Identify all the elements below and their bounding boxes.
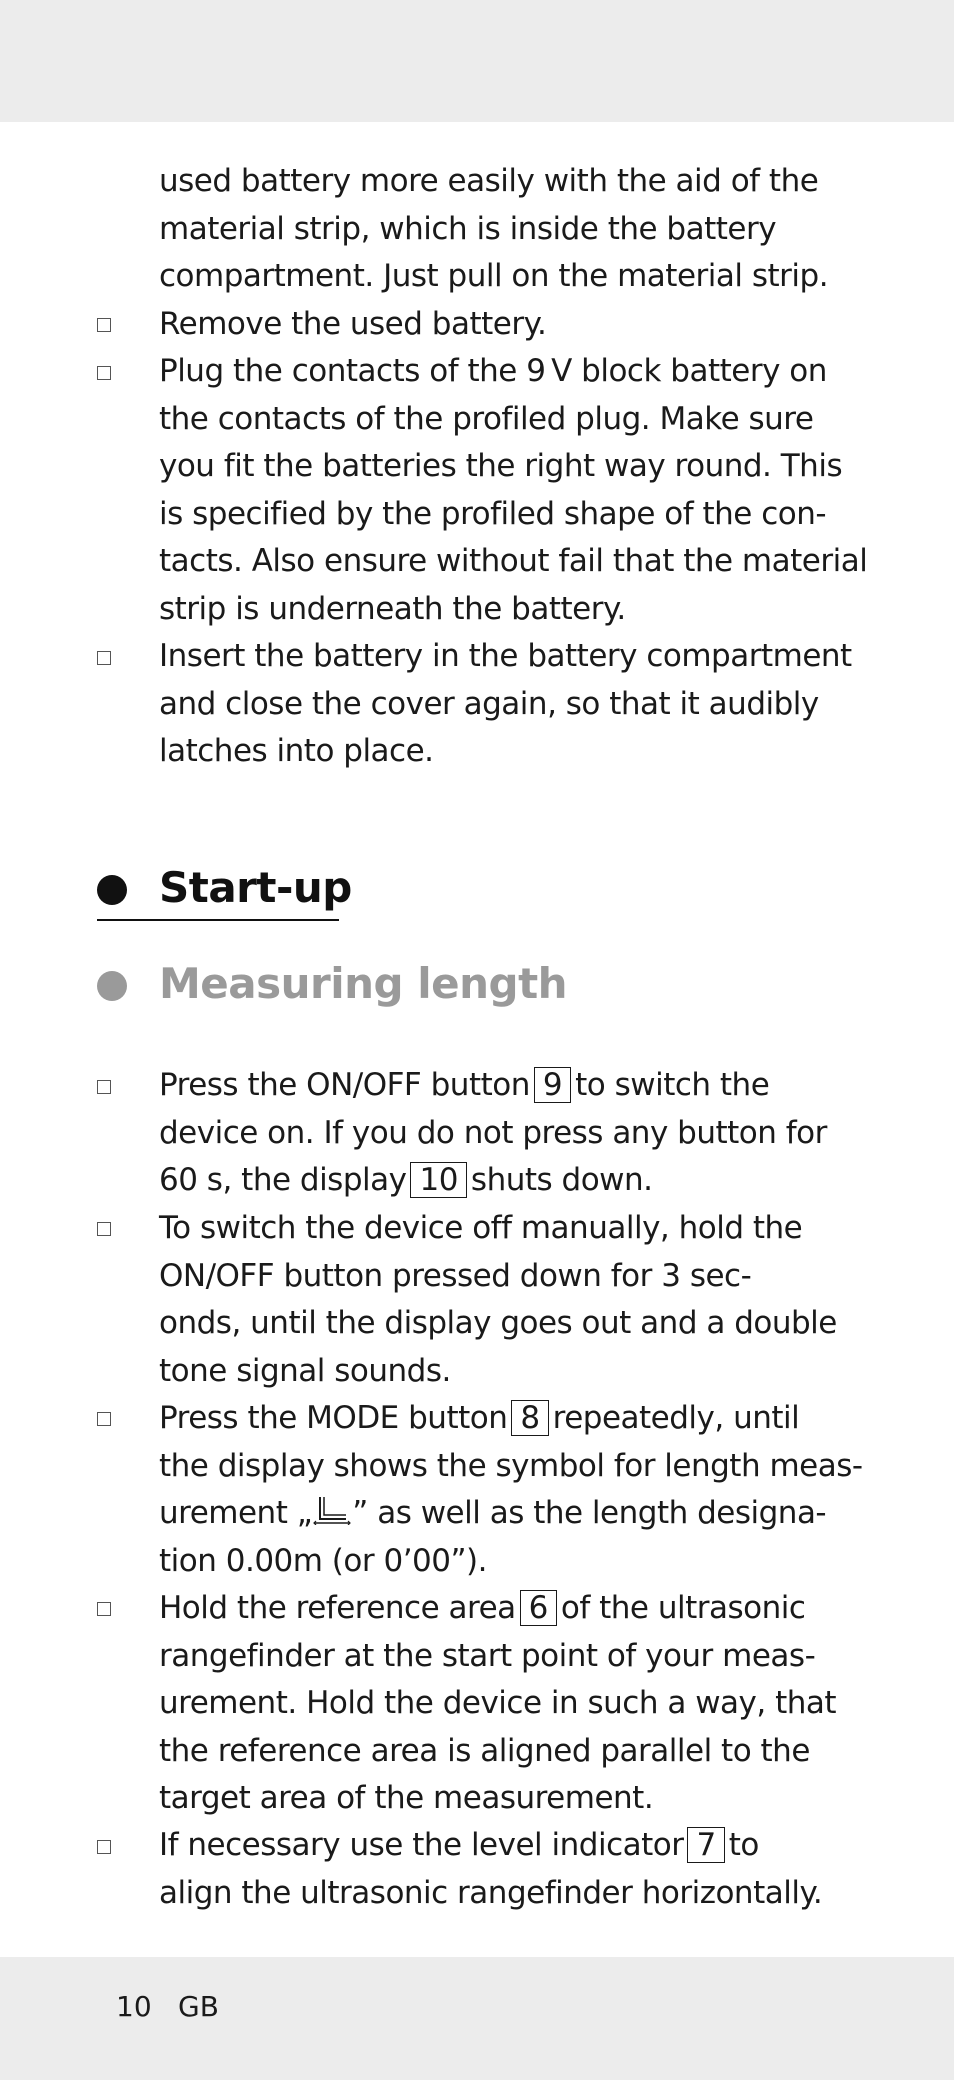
text-segment: Press the ON/OFF button	[159, 1067, 530, 1103]
list-item	[159, 1822, 859, 1917]
list-item	[159, 1205, 859, 1395]
text-line: the contacts of the profiled plug. Make sure	[159, 400, 814, 437]
text-line: material strip, which is inside the battery	[159, 210, 777, 247]
text-line: and close the cover again, so that it audibly	[159, 685, 819, 722]
text-segment: Press the MODE button	[159, 1400, 508, 1436]
text-line: Remove the used battery.	[159, 306, 547, 342]
text-line: tacts. Also ensure without fail that the material	[159, 543, 868, 579]
text-line: the display shows the symbol for length meas-	[159, 1447, 863, 1484]
text-line: strip is underneath the battery.	[159, 590, 626, 627]
text-line: tion 0.00m (or 0’00”).	[159, 1542, 488, 1579]
text-segment: to switch the	[575, 1067, 770, 1103]
text-line: is specified by the profiled shape of the con-	[159, 495, 827, 532]
text-line: target area of the measurement.	[159, 1780, 654, 1816]
grey-circle-icon	[97, 971, 127, 1001]
text-line: ON/OFF button pressed down for 3 sec-	[159, 1257, 752, 1294]
heading-underline	[97, 919, 339, 921]
reference-number-box: 7	[687, 1827, 724, 1863]
list-item	[159, 1062, 859, 1205]
square-bullet-icon	[97, 1080, 111, 1094]
text-segment: repeatedly, until	[552, 1400, 800, 1436]
list-item	[159, 348, 868, 633]
text-segment: 60 s, the display	[159, 1162, 407, 1198]
text-line: Plug the contacts of the 9 V block battery on	[159, 353, 827, 389]
page-number: 10	[116, 1990, 152, 2023]
list-item	[159, 1585, 859, 1823]
text-line: Insert the battery in the battery compartment	[159, 638, 852, 674]
reference-number-box: 6	[520, 1590, 557, 1626]
reference-number-box: 9	[534, 1067, 571, 1103]
reference-number-box: 10	[410, 1162, 466, 1198]
intro-paragraph	[159, 158, 859, 301]
square-bullet-icon	[97, 1222, 111, 1236]
text-line	[159, 1490, 859, 1538]
text-line: rangefinder at the start point of your meas-	[159, 1637, 816, 1674]
square-bullet-icon	[97, 318, 111, 332]
text-line: compartment. Just pull on the material strip.	[159, 258, 829, 294]
list-item	[159, 633, 859, 776]
text-line: tone signal sounds.	[159, 1352, 451, 1389]
text-segment: urement „	[159, 1495, 313, 1531]
subsection-title: Measuring length	[159, 959, 568, 1008]
text-line: latches into place.	[159, 733, 434, 769]
square-bullet-icon	[97, 651, 111, 665]
text-line	[159, 1062, 859, 1110]
text-line: align the ultrasonic rangefinder horizontally.	[159, 1874, 823, 1911]
text-line: used battery more easily with the aid of the	[159, 163, 819, 199]
square-bullet-icon	[97, 1840, 111, 1854]
list-item	[159, 1395, 863, 1585]
text-line: you fit the batteries the right way round. This	[159, 448, 843, 484]
text-segment: to	[728, 1827, 759, 1863]
text-line: device on. If you do not press any button for	[159, 1114, 827, 1151]
page-top-band	[0, 0, 954, 122]
text-line: onds, until the display goes out and a double	[159, 1305, 837, 1341]
square-bullet-icon	[97, 366, 111, 380]
text-segment: If necessary use the level indicator	[159, 1827, 684, 1863]
length-measurement-icon	[312, 1495, 352, 1525]
text-line	[159, 1157, 859, 1205]
text-line	[159, 1395, 859, 1443]
text-line: urement. Hold the device in such a way, that	[159, 1685, 837, 1721]
section-title: Start-up	[159, 863, 352, 912]
text-line	[159, 1585, 859, 1633]
text-line	[159, 1822, 859, 1870]
filled-circle-icon	[97, 875, 127, 905]
text-line: To switch the device off manually, hold the	[159, 1210, 803, 1246]
square-bullet-icon	[97, 1412, 111, 1426]
square-bullet-icon	[97, 1602, 111, 1616]
list-item	[159, 301, 859, 349]
text-segment: of the ultrasonic	[560, 1590, 806, 1626]
text-segment: Hold the reference area	[159, 1590, 516, 1626]
text-line: the reference area is aligned parallel to the	[159, 1732, 810, 1769]
language-code: GB	[178, 1990, 219, 2023]
text-segment: ” as well as the length designa-	[352, 1495, 827, 1531]
text-segment: shuts down.	[470, 1162, 653, 1198]
reference-number-box: 8	[511, 1400, 548, 1436]
